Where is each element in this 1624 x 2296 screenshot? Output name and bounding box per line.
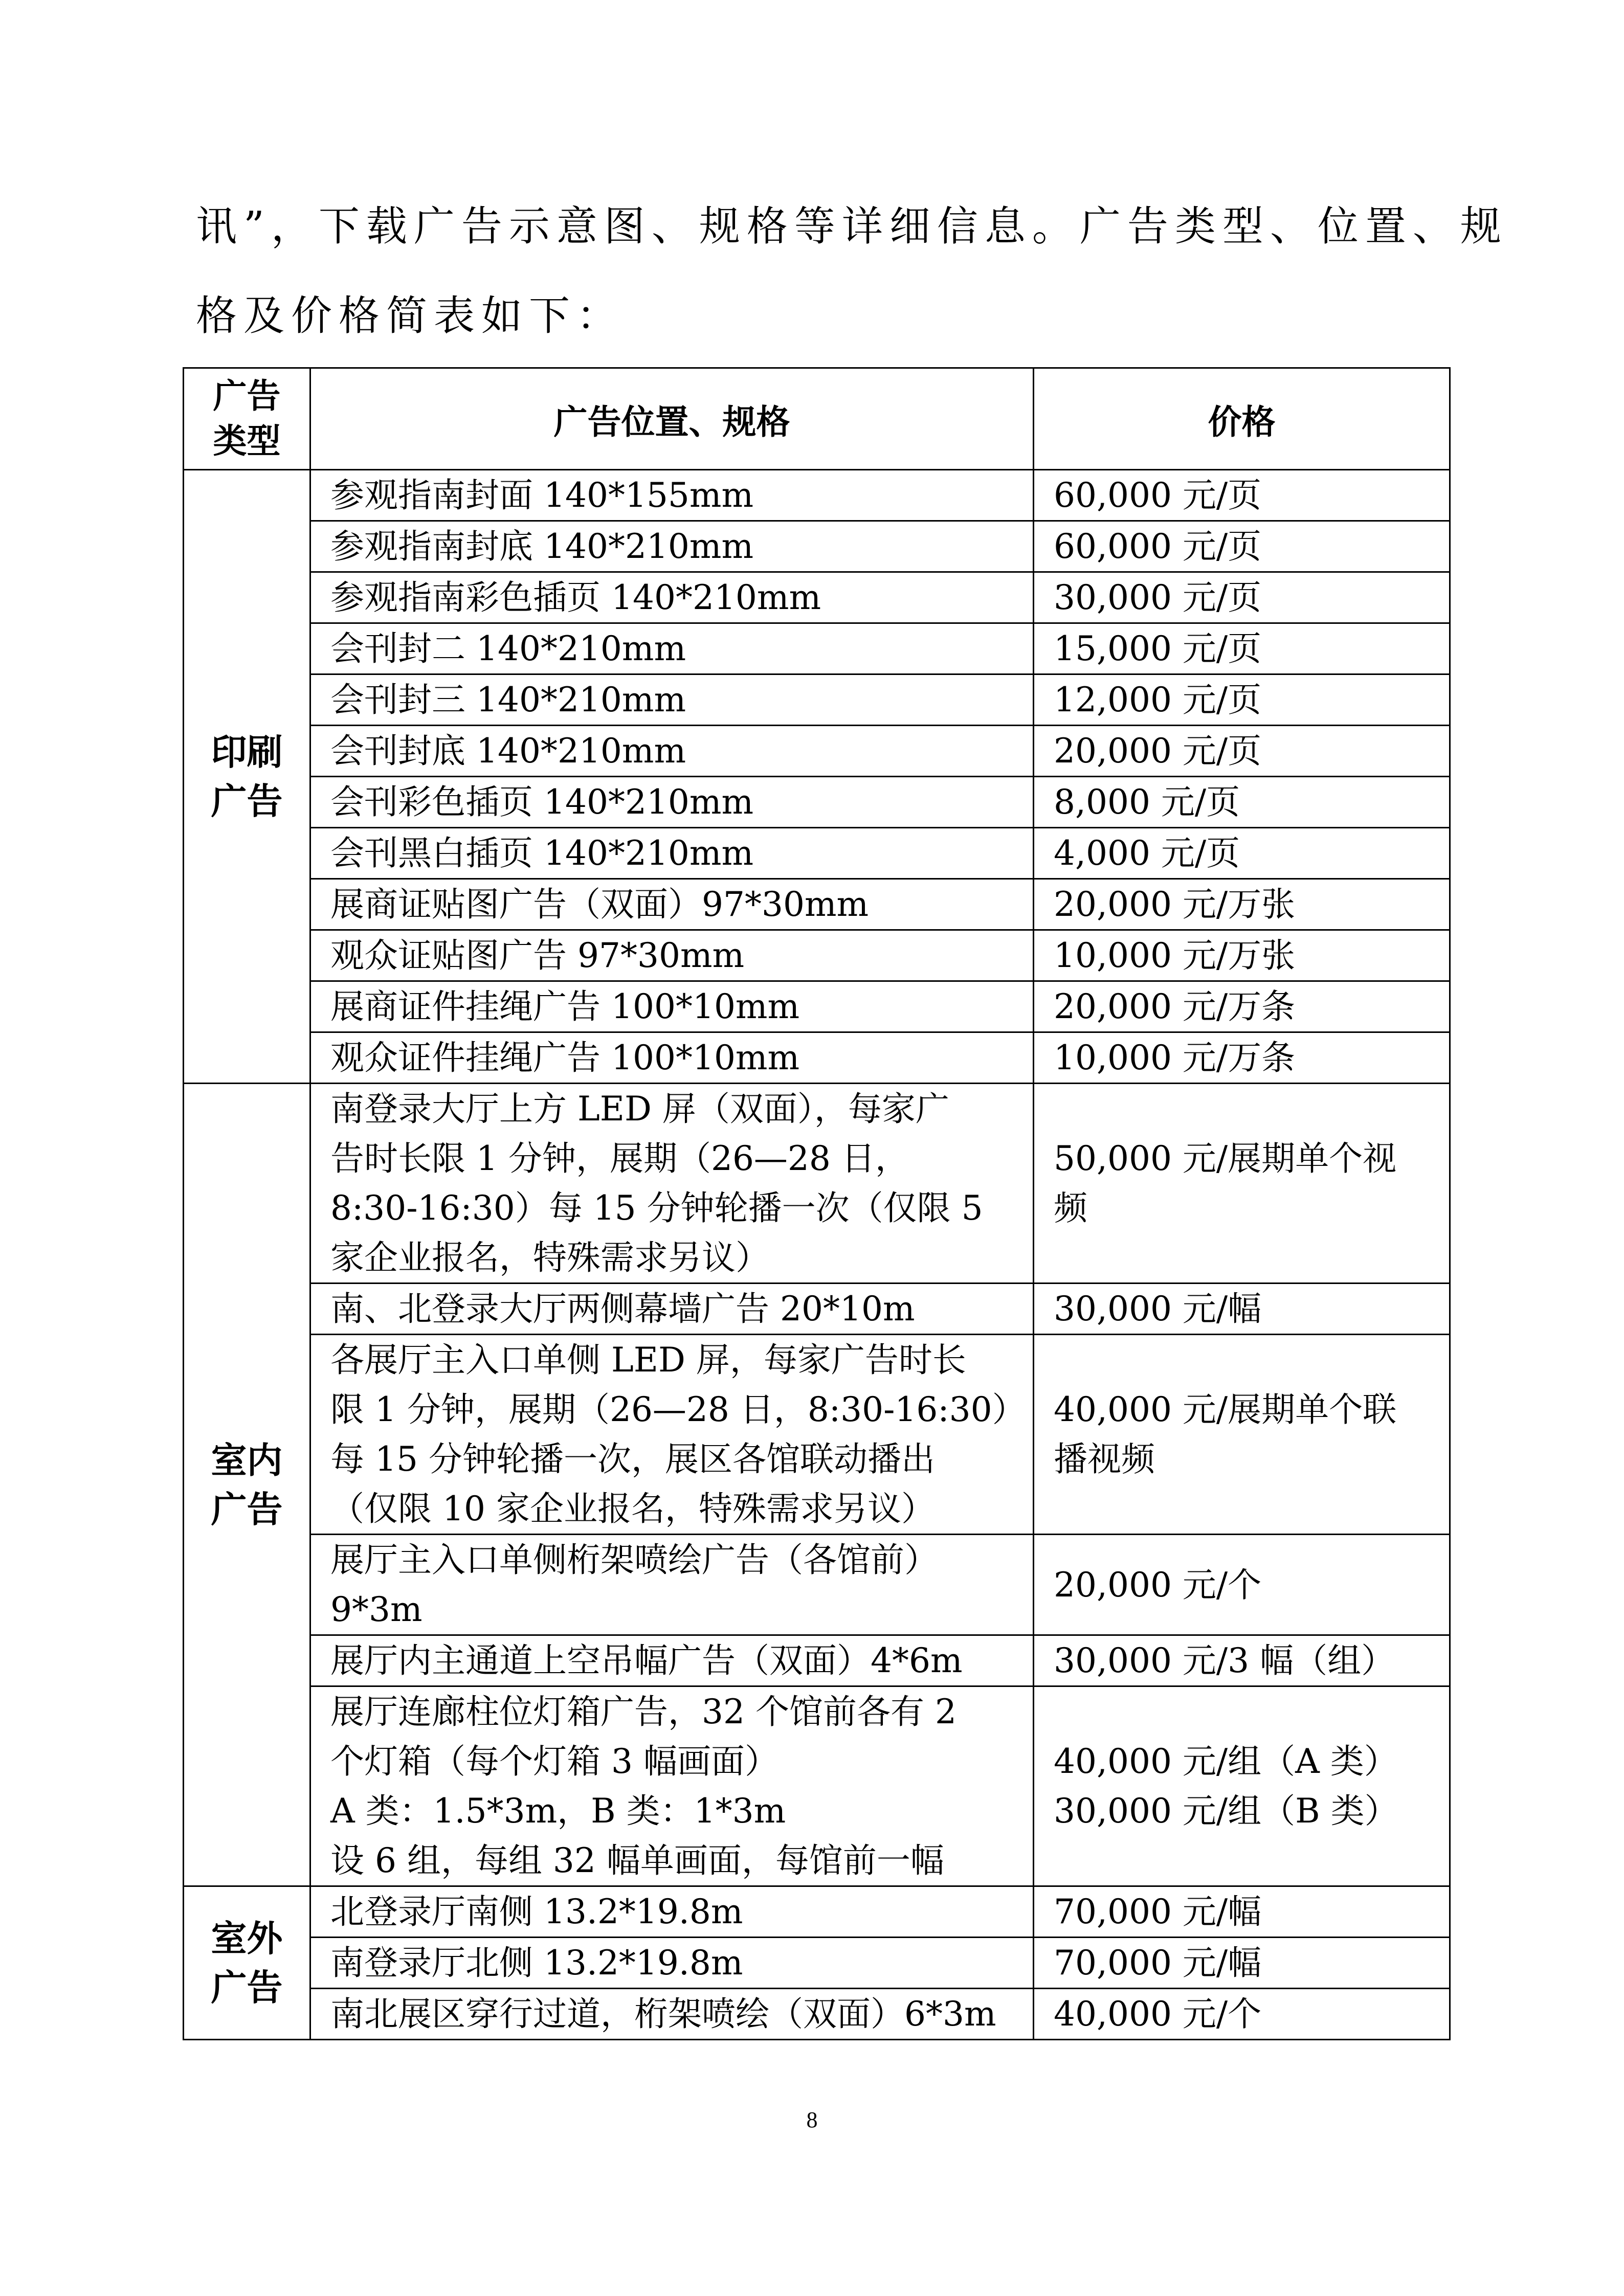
- table-row: [184, 623, 1450, 674]
- price-cell: 40,000 元/展期单个联 播视频: [1034, 1335, 1450, 1535]
- table-row: [184, 1989, 1450, 2040]
- table-row: [184, 1084, 1450, 1284]
- spec-cell: 会刊封底 140*210mm: [310, 726, 1034, 777]
- category-cell: 室内 广告: [184, 1084, 310, 1886]
- price-cell: 4,000 元/页: [1034, 828, 1450, 879]
- price-cell: 30,000 元/3 幅（组）: [1034, 1635, 1450, 1686]
- price-cell: 50,000 元/展期单个视 频: [1034, 1084, 1450, 1284]
- price-cell: 30,000 元/幅: [1034, 1284, 1450, 1335]
- header-ad-spec: 广告位置、规格: [310, 368, 1034, 470]
- spec-cell: 会刊封三 140*210mm: [310, 674, 1034, 726]
- header-price: 价格: [1034, 368, 1450, 470]
- intro-line-2: 格及价格简表如下：: [196, 292, 624, 340]
- table-row: [184, 930, 1450, 981]
- price-cell: 20,000 元/万条: [1034, 981, 1450, 1032]
- spec-cell: 北登录厅南侧 13.2*19.8m: [310, 1886, 1034, 1938]
- spec-cell: 南、北登录大厅两侧幕墙广告 20*10m: [310, 1284, 1034, 1335]
- table-row: [184, 572, 1450, 623]
- price-cell: 60,000 元/页: [1034, 521, 1450, 572]
- intro-line-1: 讯”，下载广告示意图、规格等详细信息。广告类型、位置、规: [196, 202, 1508, 250]
- category-cell: 印刷 广告: [184, 470, 310, 1084]
- price-cell: 70,000 元/幅: [1034, 1886, 1450, 1938]
- table-row: [184, 1635, 1450, 1686]
- table-row: [184, 828, 1450, 879]
- spec-cell: 参观指南封面 140*155mm: [310, 470, 1034, 521]
- header-ad-type: 广告 类型: [184, 368, 310, 470]
- table-row: [184, 674, 1450, 726]
- spec-cell: 展商证贴图广告（双面）97*30mm: [310, 879, 1034, 930]
- spec-cell: 展商证件挂绳广告 100*10mm: [310, 981, 1034, 1032]
- price-cell: 15,000 元/页: [1034, 623, 1450, 674]
- spec-cell: 会刊黑白插页 140*210mm: [310, 828, 1034, 879]
- spec-cell: 观众证件挂绳广告 100*10mm: [310, 1032, 1034, 1084]
- spec-cell: 参观指南彩色插页 140*210mm: [310, 572, 1034, 623]
- price-cell: 20,000 元/万张: [1034, 879, 1450, 930]
- spec-cell: 南登录大厅上方 LED 屏（双面），每家广 告时长限 1 分钟，展期（26—28 日， 8:30-16:30）每 15 分钟轮播一次（仅限 5 家企业报名，特殊需求另议）: [310, 1084, 1034, 1284]
- table-header-row: [184, 368, 1450, 470]
- spec-cell: 南登录厅北侧 13.2*19.8m: [310, 1938, 1034, 1989]
- price-cell: 20,000 元/个: [1034, 1535, 1450, 1635]
- ad-price-table: [183, 367, 1451, 2040]
- table-body: [184, 470, 1450, 2040]
- table-row: [184, 1686, 1450, 1886]
- table-row: [184, 879, 1450, 930]
- spec-cell: 展厅主入口单侧桁架喷绘广告（各馆前） 9*3m: [310, 1535, 1034, 1635]
- spec-cell: 会刊封二 140*210mm: [310, 623, 1034, 674]
- spec-cell: 展厅连廊柱位灯箱广告，32 个馆前各有 2 个灯箱（每个灯箱 3 幅画面） A 类：1.5*3m，B 类：1*3m 设 6 组，每组 32 幅单画面，每馆前一幅: [310, 1686, 1034, 1886]
- table-row: [184, 470, 1450, 521]
- spec-cell: 展厅内主通道上空吊幅广告（双面）4*6m: [310, 1635, 1034, 1686]
- price-cell: 60,000 元/页: [1034, 470, 1450, 521]
- price-cell: 8,000 元/页: [1034, 777, 1450, 828]
- price-cell: 40,000 元/组（A 类） 30,000 元/组（B 类）: [1034, 1686, 1450, 1886]
- price-cell: 30,000 元/页: [1034, 572, 1450, 623]
- price-cell: 12,000 元/页: [1034, 674, 1450, 726]
- table-row: [184, 1886, 1450, 1938]
- category-cell: 室外 广告: [184, 1886, 310, 2040]
- page-number: 8: [806, 2107, 818, 2132]
- spec-cell: 参观指南封底 140*210mm: [310, 521, 1034, 572]
- table-row: [184, 981, 1450, 1032]
- table-row: [184, 777, 1450, 828]
- price-cell: 70,000 元/幅: [1034, 1938, 1450, 1989]
- table-row: [184, 1938, 1450, 1989]
- spec-cell: 各展厅主入口单侧 LED 屏，每家广告时长 限 1 分钟，展期（26—28 日，8:30-16:30） 每 15 分钟轮播一次，展区各馆联动播出 （仅限 10 家企业报名，特殊需求另议）: [310, 1335, 1034, 1535]
- price-cell: 10,000 元/万条: [1034, 1032, 1450, 1084]
- table-row: [184, 726, 1450, 777]
- price-cell: 10,000 元/万张: [1034, 930, 1450, 981]
- table-row: [184, 1535, 1450, 1635]
- spec-cell: 观众证贴图广告 97*30mm: [310, 930, 1034, 981]
- table-row: [184, 521, 1450, 572]
- price-cell: 40,000 元/个: [1034, 1989, 1450, 2040]
- spec-cell: 南北展区穿行过道，桁架喷绘（双面）6*3m: [310, 1989, 1034, 2040]
- table-row: [184, 1284, 1450, 1335]
- table-row: [184, 1032, 1450, 1084]
- spec-cell: 会刊彩色插页 140*210mm: [310, 777, 1034, 828]
- intro-paragraph: [196, 182, 1508, 361]
- table-row: [184, 1335, 1450, 1535]
- price-cell: 20,000 元/页: [1034, 726, 1450, 777]
